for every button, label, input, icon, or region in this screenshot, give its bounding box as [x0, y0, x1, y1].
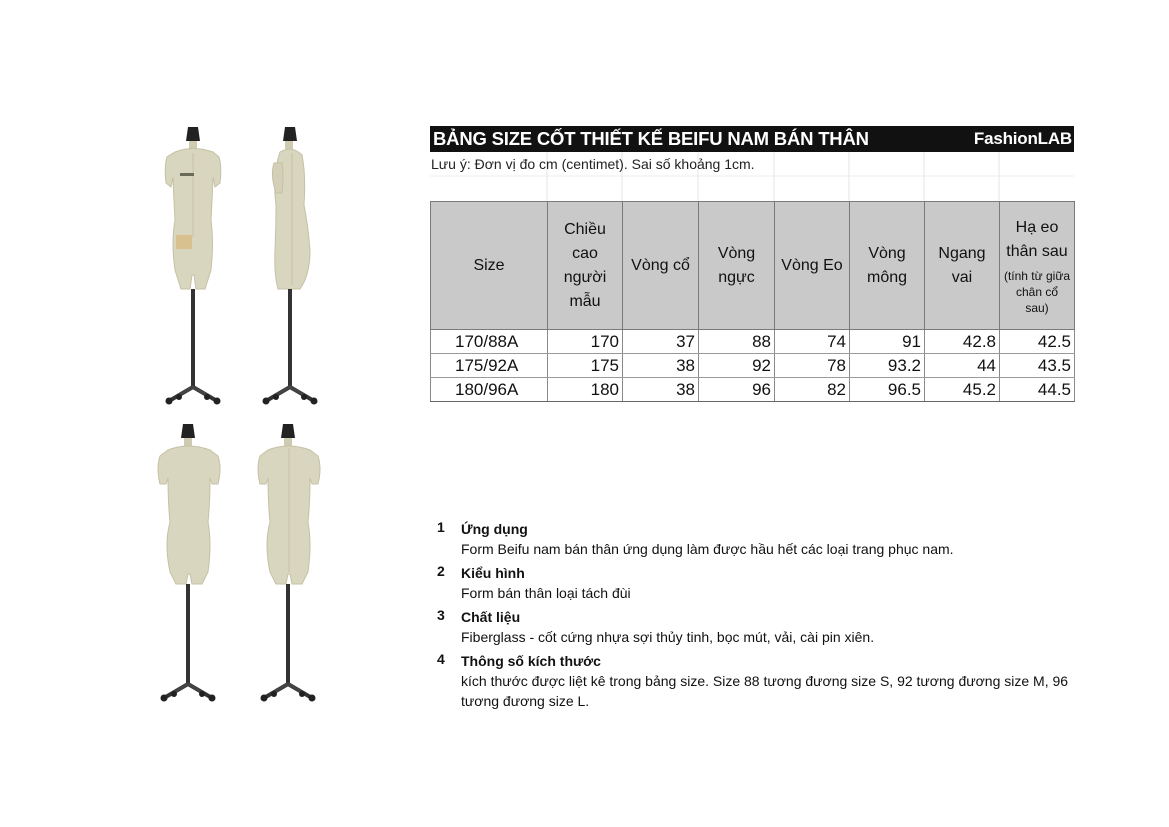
mannequin-front-view	[155, 125, 235, 405]
col-size: Size	[431, 202, 548, 330]
table-row	[431, 378, 1075, 402]
table-cell: 96.5	[850, 378, 925, 402]
col-waist: Vòng Eo	[775, 202, 850, 330]
info-description: Form bán thân loại tách đùi	[461, 585, 631, 601]
table-cell: 170	[548, 330, 623, 354]
info-title: Chất liệu	[461, 609, 521, 625]
product-info-list	[437, 519, 1077, 715]
table-cell: 92	[699, 354, 775, 378]
col-back-waist-length	[1000, 202, 1075, 330]
col-back-waist-length-label: Hạ eo thân sau	[1006, 218, 1068, 260]
info-number: 3	[437, 607, 445, 623]
table-cell: 45.2	[925, 378, 1000, 402]
info-title: Ứng dụng	[461, 521, 528, 537]
table-cell: 91	[850, 330, 925, 354]
table-cell: 37	[623, 330, 699, 354]
col-back-waist-length-sub: (tính từ giữa chân cổ sau)	[1003, 268, 1071, 315]
info-number: 4	[437, 651, 445, 667]
info-title: Thông số kích thước	[461, 653, 601, 669]
table-cell: 42.5	[1000, 330, 1075, 354]
table-row	[431, 354, 1075, 378]
table-cell: 96	[699, 378, 775, 402]
table-cell: 93.2	[850, 354, 925, 378]
info-description: Fiberglass - cốt cứng nhựa sợi thủy tinh, bọc mút, vải, cài pin xiên.	[461, 629, 875, 645]
table-cell: 38	[623, 354, 699, 378]
table-cell: 82	[775, 378, 850, 402]
table-cell: 42.8	[925, 330, 1000, 354]
info-item-material	[437, 607, 1077, 647]
mannequin-back-angle-view	[150, 422, 230, 702]
table-cell: 78	[775, 354, 850, 378]
mannequin-back-view	[250, 422, 330, 702]
col-chest: Vòng ngực	[699, 202, 775, 330]
table-cell: 175/92A	[431, 354, 548, 378]
table-cell: 44.5	[1000, 378, 1075, 402]
brand-name: FashionLAB	[973, 129, 1072, 148]
info-item-form-type	[437, 563, 1077, 603]
col-neck: Vòng cổ	[623, 202, 699, 330]
table-header-row	[431, 202, 1075, 330]
table-cell: 88	[699, 330, 775, 354]
measurement-note: Lưu ý: Đơn vị đo cm (centimet). Sai số khoảng 1cm.	[431, 156, 755, 172]
info-description: Form Beifu nam bán thân ứng dụng làm được hầu hết các loại trang phục nam.	[461, 541, 954, 557]
col-hip: Vòng mông	[850, 202, 925, 330]
mannequin-gallery	[140, 120, 350, 710]
size-chart-title-bar	[430, 126, 1074, 152]
table-cell: 43.5	[1000, 354, 1075, 378]
table-row	[431, 330, 1075, 354]
info-number: 2	[437, 563, 445, 579]
info-number: 1	[437, 519, 445, 535]
info-description: kích thước được liệt kê trong bảng size. Size 88 tương đương size S, 92 tương đương size M, 96 tương đương size L.	[461, 673, 1069, 709]
col-model-height: Chiều cao người mẫu	[548, 202, 623, 330]
table-cell: 44	[925, 354, 1000, 378]
table-cell: 180	[548, 378, 623, 402]
col-shoulder: Ngang vai	[925, 202, 1000, 330]
info-item-application	[437, 519, 1077, 559]
table-cell: 38	[623, 378, 699, 402]
info-title: Kiểu hình	[461, 565, 525, 581]
table-cell: 74	[775, 330, 850, 354]
size-table	[430, 201, 1075, 402]
table-cell: 180/96A	[431, 378, 548, 402]
info-item-dimensions	[437, 651, 1077, 711]
mannequin-side-view	[252, 125, 332, 405]
table-cell: 170/88A	[431, 330, 548, 354]
size-chart-title: BẢNG SIZE CỐT THIẾT KẾ BEIFU NAM BÁN THÂN	[433, 128, 869, 149]
table-cell: 175	[548, 354, 623, 378]
